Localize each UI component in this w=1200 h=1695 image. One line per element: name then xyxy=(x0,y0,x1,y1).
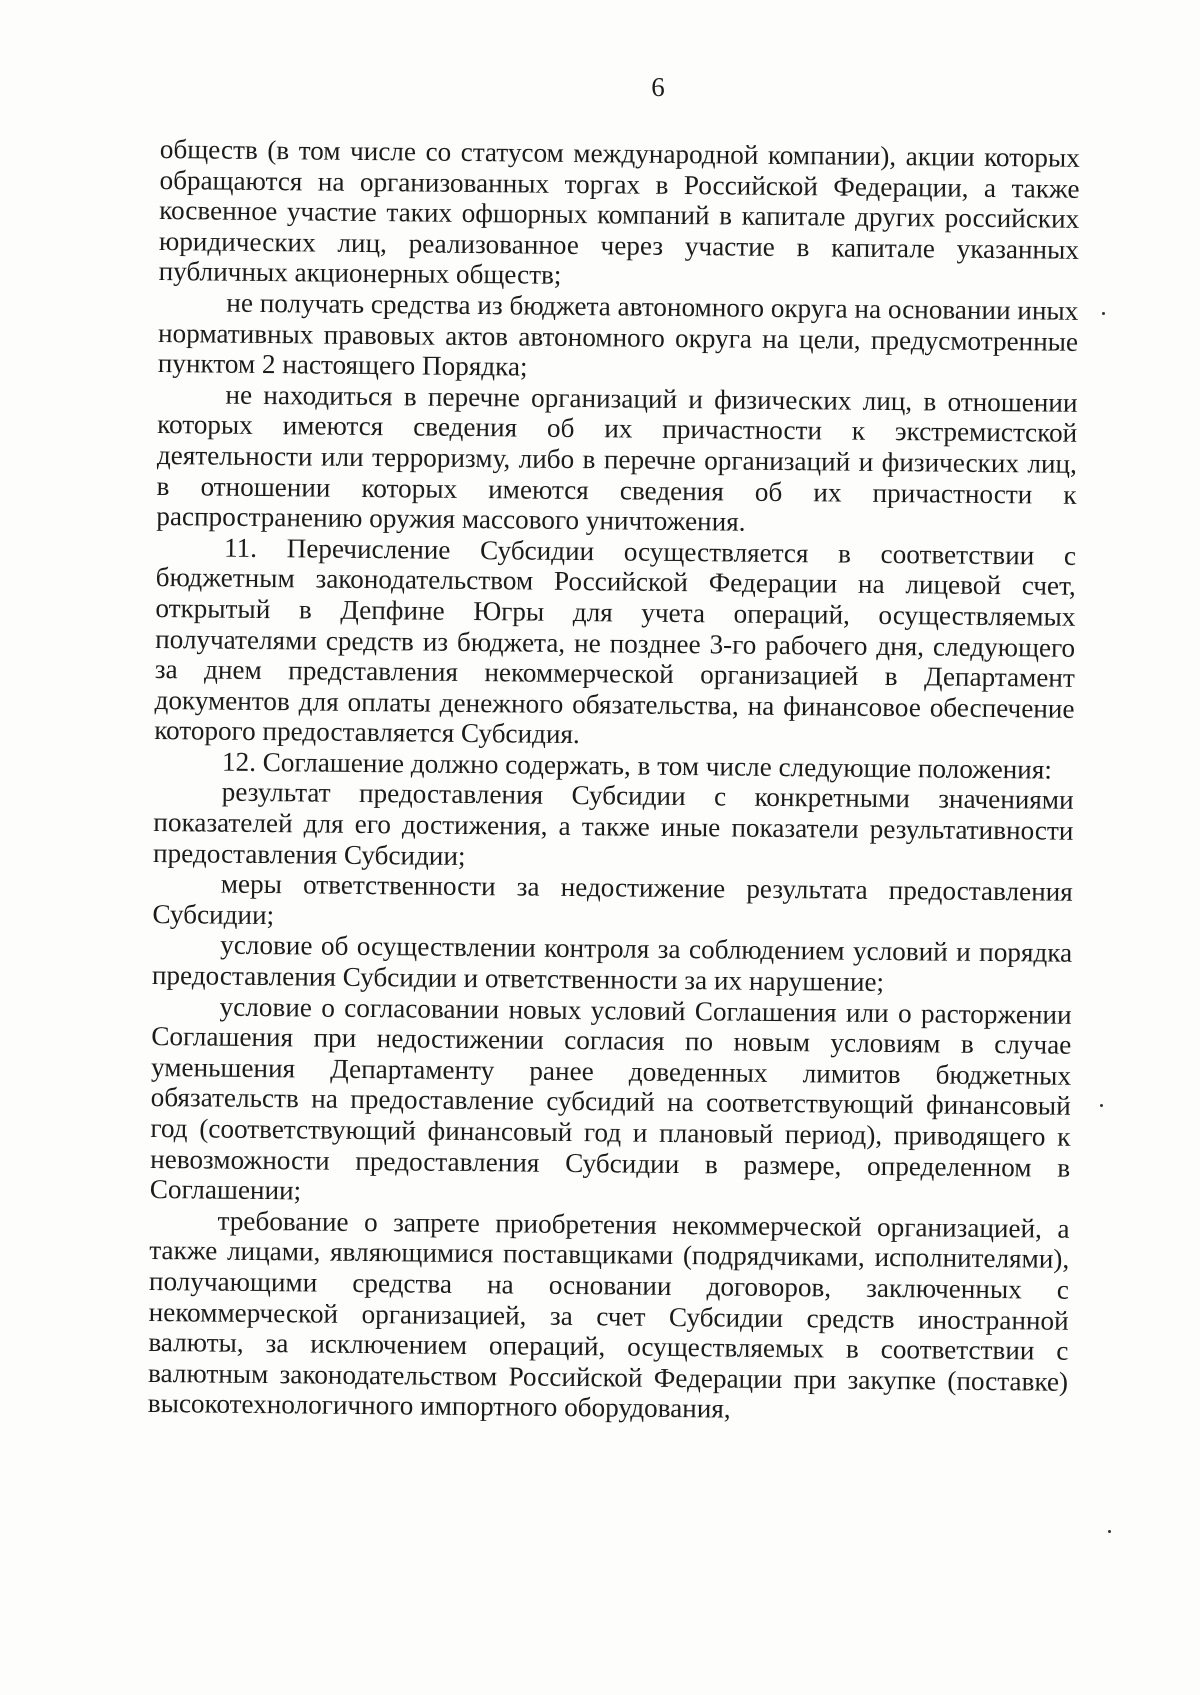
paragraph-3: не находиться в перечне организаций и физических лиц, в отношении которых имеются сведения об их причастности к экстремистской деятельности или терроризму, либо в перечне организаций и физических лиц, в отношении которых имеются сведения об их причастности к распространению оружия массового уничтожения. xyxy=(156,379,1078,537)
paragraph-9: условие о согласовании новых условий Соглашения или о расторжении Соглашения при недостижении согласия по новым условиям в случае уменьшения Департаменту ранее доведенных лимитов бюджетных обязательств на предоставление субсидий на соответствующий финансовый год (соответствующий финансовый год и плановый период), приводящего к невозможности предоставления Субсидии в размере, определенном в Соглашении; xyxy=(149,991,1072,1206)
paragraph-clause-11: 11. Перечисление Субсидии осуществляется в соответствии с бюджетным законодательством Российской Федерации на лицевой счет, открытый в Депфине Югры для учета операций, осуществляемых получателями средств из бюджета, не позднее 3-го рабочего дня, следующего за днем представления некоммерческой организацией в Департамент документов для оплаты денежного обязательства, на финансовое обеспечение которого предоставляется Субсидия. xyxy=(154,532,1077,750)
paragraph-10: требование о запрете приобретения некоммерческой организацией, а также лицами, являющимися поставщиками (подрядчиками, исполнителями), получающими средства на основании договоров, заключенных с некоммерческой организацией, за счет Субсидии средств иностранной валюты, за исключением операций, осуществляемых в соответствии с валютным законодательством Российской Федерации при закупке (поставке) высокотехнологичного импортного оборудования, xyxy=(147,1205,1070,1424)
paragraph-8: условие об осуществлении контроля за соблюдением условий и порядка предоставления Субсидии и ответственности за их нарушение; xyxy=(151,930,1073,998)
paragraph-6: результат предоставления Субсидии с конкретными значениями показателей для его достижения, а также иные показатели результативности предоставления Субсидии; xyxy=(152,777,1074,871)
document-body xyxy=(148,134,1080,1428)
paragraph-7: меры ответственности за недостижение результата предоставления Субсидии; xyxy=(152,868,1073,930)
paragraph-clause-12: 12. Соглашение должно содержать, в том числе следующие положения: xyxy=(221,746,1053,785)
paragraph-1: обществ (в том числе со статусом международной компании), акции которых обращаются на организованных торгах в Российской Федерации, а также косвенное участие таких офшорных компаний в капитале других российских юридических лиц, реализованное через участие в капитале указанных публичных акционерных обществ; xyxy=(158,134,1080,291)
paragraph-2: не получать средства из бюджета автономного округа на основании иных нормативных правовых актов автономного округа на цели, предусмотренные пунктом 2 настоящего Порядка; xyxy=(157,287,1079,382)
scan-speck xyxy=(1108,1530,1111,1533)
page-number: 6 xyxy=(651,72,665,102)
scan-speck xyxy=(1102,312,1105,315)
scan-speck xyxy=(1100,1104,1103,1107)
